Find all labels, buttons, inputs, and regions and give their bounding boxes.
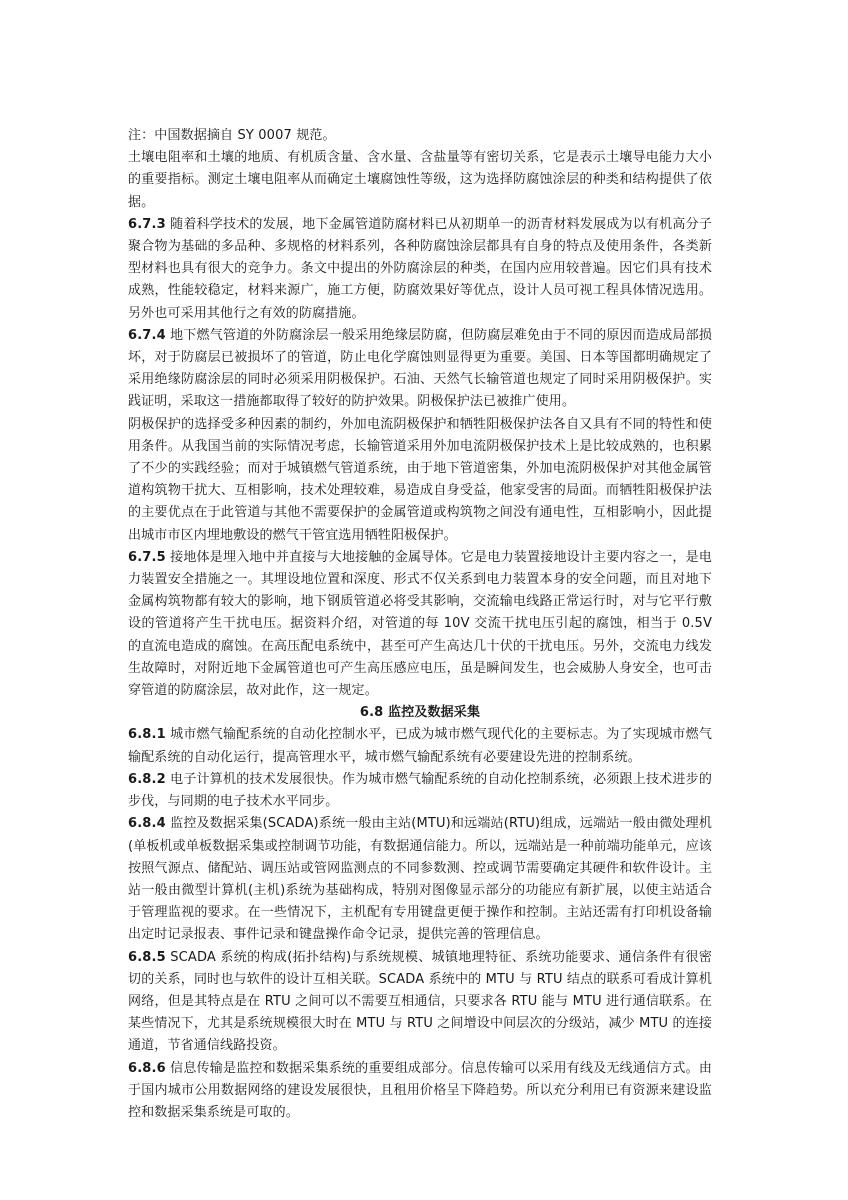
clause-number: 6.7.4 <box>128 327 166 343</box>
clause-6-7-3 <box>128 214 712 325</box>
clause-6-8-4 <box>128 813 712 946</box>
clause-text: 城市燃气输配系统的自动化控制水平，已成为城市燃气现代化的主要标志。为了实现城市燃气输配系统的自动化运行，提高管理水平，城市燃气输配系统有必要建设先进的控制系统。 <box>128 727 712 765</box>
clause-number: 6.8.6 <box>128 1060 166 1076</box>
section-heading: 6.8 监控及数据采集 <box>359 705 481 721</box>
note-text: 注：中国数据摘自 SY 0007 规范。 <box>128 128 336 143</box>
clause-6-7-5 <box>128 547 712 702</box>
clause-6-8-6 <box>128 1058 712 1125</box>
document-body <box>128 125 712 1124</box>
paragraph-text: 土壤电阻率和土壤的地质、有机质含量、含水量、含盐量等有密切关系，它是表示土壤导电能力大小的重要指标。测定土壤电阻率从而确定土壤腐蚀性等级，这为选择防腐蚀涂层的种类和结构提供了依据。 <box>128 150 712 210</box>
clause-text: 地下燃气管道的外防腐涂层一般采用绝缘层防腐，但防腐层难免由于不同的原因而造成局部损坏，对于防腐层已被损坏了的管道，防止电化学腐蚀则显得更为重要。美国、日本等国都明确规定了采用绝缘防腐涂层的同时必须采用阴极保护。石油、天然气长输管道也规定了同时采用阴极保护。实践证明，采取这一措施都取得了较好的防护效果。阴极保护法已被推广使用。 <box>128 327 712 410</box>
paragraph-soil-resistivity <box>128 147 712 214</box>
paragraph-cathodic-protection <box>128 414 712 547</box>
clause-number: 6.7.3 <box>128 216 166 232</box>
clause-number: 6.7.5 <box>128 549 166 565</box>
clause-number: 6.8.1 <box>128 727 166 743</box>
clause-6-8-1 <box>128 724 712 768</box>
clause-text: 随着科学技术的发展，地下金属管道防腐材料已从初期单一的沥青材料发展成为以有机高分子聚合物为基础的多品种、多规格的材料系列，各种防腐蚀涂层都具有自身的特点及使用条件，各类新型材料也具有很大的竞争力。条文中提出的外防腐涂层的种类，在国内应用较普遍。因它们具有技术成熟，性能较稳定，材料来源广，施工方便，防腐效果好等优点，设计人员可视工程具体情况选用。另外也可采用其他行之有效的防腐措施。 <box>128 216 712 321</box>
clause-text: 监控及数据采集(SCADA)系统一般由主站(MTU)和远端站(RTU)组成，远端站一般由微处理机(单板机或单板数据采集或控制调节功能，有数据通信能力。所以，远端站是一种前端功能单元，应该按照气源点、储配站、调压站或管网监测点的不同参数测、控或调节需要确定其硬件和软件设计。主站一般由微型计算机(主机)系统为基础构成，特别对图像显示部分的功能应有新扩展，以使主站适合于管理监视的要求。在一些情况下，主机配有专用键盘更便于操作和控制。主站还需有打印机设备输出定时记录报表、事件记录和键盘操作命令记录，提供完善的管理信息。 <box>128 816 712 943</box>
clause-6-8-2 <box>128 769 712 813</box>
note-paragraph <box>128 125 712 147</box>
paragraph-text: 阴极保护的选择受多种因素的制约，外加电流阴极保护和牺牲阳极保护法各自又具有不同的特性和使用条件。从我国当前的实际情况考虑，长输管道采用外加电流阴极保护技术上是比较成熟的，也积累了不少的实践经验；而对于城镇燃气管道系统，由于地下管道密集，外加电流阴极保护对其他金属管道构筑物干扰大、互相影响，技术处理较难，易造成自身受益，他家受害的局面。而牺牲阳极保护法的主要优点在于此管道与其他不需要保护的金属管道或构筑物之间没有通电性，互相影响小，因此提出城市市区内埋地敷设的燃气干管宜选用牺牲阳极保护。 <box>128 416 712 543</box>
clause-6-8-5 <box>128 947 712 1058</box>
clause-text: 接地体是埋入地中并直接与大地接触的金属导体。它是电力装置接地设计主要内容之一，是电力装置安全措施之一。其埋设地位置和深度、形式不仅关系到电力装置本身的安全问题，而且对地下金属构筑物都有较大的影响，地下钢质管道必将受其影响，交流输电线路正常运行时，对与它平行敷设的管道将产生干扰电压。据资料介绍，对管道的每 10V 交流干扰电压引起的腐蚀，相当于 0.5V 的直流电造成的腐蚀。在高压配电系统中，甚至可产生高达几十伏的干扰电压。另外，交流电力线发生故障时，对附近地下金属管道也可产生高压感应电压，虽是瞬间发生，也会威胁人身安全，也可击穿管道的防腐涂层，故对此作，这一规定。 <box>128 549 712 699</box>
clause-number: 6.8.5 <box>128 949 166 965</box>
clause-number: 6.8.4 <box>128 816 166 832</box>
clause-text: SCADA 系统的构成(拓扑结构)与系统规模、城镇地理特征、系统功能要求、通信条件有很密切的关系，同时也与软件的设计互相关联。SCADA 系统中的 MTU 与 RTU 结点的联系可看成计算机网络，但是其特点是在 RTU 之间可以不需要互相通信，只要求各 RTU 能与 MTU 进行通信联系。在某些情况下，尤其是系统规模很大时在 MTU 与 RTU 之间增设中间层次的分级站，减少 MTU 的连接通道，节省通信线路投资。 <box>128 949 712 1054</box>
clause-text: 信息传输是监控和数据采集系统的重要组成部分。信息传输可以采用有线及无线通信方式。由于国内城市公用数据网络的建设发展很快，且租用价格呈下降趋势。所以充分利用已有资源来建设监控和数据采集系统是可取的。 <box>128 1060 712 1120</box>
clause-text: 电子计算机的技术发展很快。作为城市燃气输配系统的自动化控制系统，必须跟上技术进步的步伐，与同期的电子技术水平同步。 <box>128 771 712 810</box>
clause-6-7-4 <box>128 325 712 414</box>
clause-number: 6.8.2 <box>128 771 166 787</box>
